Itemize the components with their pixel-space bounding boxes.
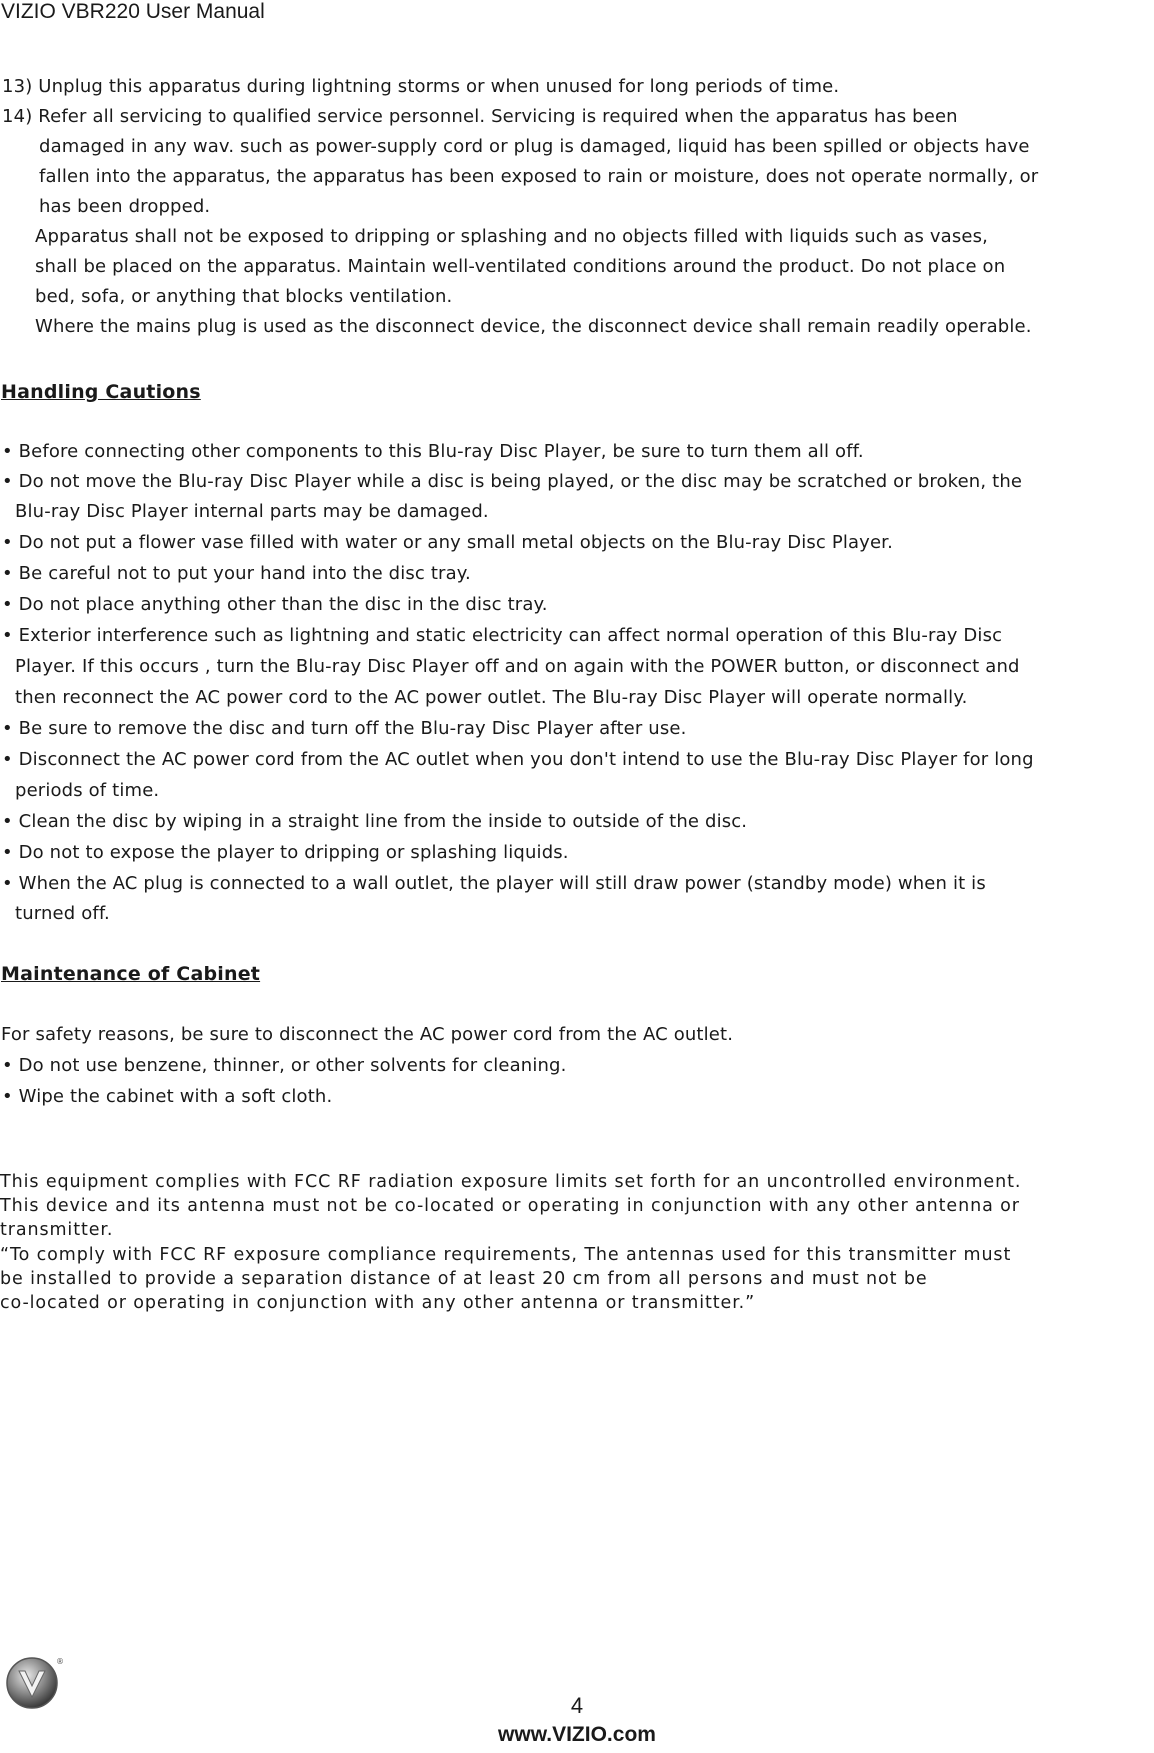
svg-text:®: ® — [56, 1657, 64, 1666]
safety-line: shall be placed on the apparatus. Maintain well-ventilated conditions around the product. Do not place on — [35, 256, 1006, 277]
fcc-line: co-located or operating in conjunction with any other antenna or transmitter.” — [0, 1293, 756, 1313]
list-item: • Do not move the Blu-ray Disc Player while a disc is being played, or the disc may be scratched or broken, the — [2, 471, 1023, 492]
list-item: • Do not place anything other than the disc in the disc tray. — [2, 594, 548, 615]
safety-line: damaged in any wav. such as power-supply cord or plug is damaged, liquid has been spilled or objects have — [39, 136, 1030, 157]
list-item: • Disconnect the AC power cord from the AC outlet when you don't intend to use the Blu-ray Disc Player for long — [2, 749, 1034, 770]
safety-line: 13) Unplug this apparatus during lightning storms or when unused for long periods of time. — [2, 76, 840, 97]
fcc-line: “To comply with FCC RF exposure compliance requirements, The antennas used for this transmitter must — [0, 1245, 1012, 1265]
website-link[interactable]: www.VIZIO.com — [498, 1723, 656, 1746]
list-item: • Exterior interference such as lightning and static electricity can affect normal operation of this Blu-ray Disc — [2, 625, 1003, 646]
list-item: • When the AC plug is connected to a wall outlet, the player will still draw power (standby mode) when it is — [2, 873, 986, 894]
fcc-line: be installed to provide a separation distance of at least 20 cm from all persons and must not be — [0, 1269, 928, 1289]
list-item: • Do not put a flower vase filled with water or any small metal objects on the Blu-ray Disc Player. — [2, 532, 893, 553]
section-heading: Handling Cautions — [1, 381, 201, 403]
list-item: • Before connecting other components to this Blu-ray Disc Player, be sure to turn them all off. — [2, 441, 864, 462]
fcc-line: This equipment complies with FCC RF radiation exposure limits set forth for an uncontrolled environment. — [0, 1172, 1022, 1192]
list-item: • Do not to expose the player to dripping or splashing liquids. — [2, 842, 569, 863]
safety-line: Where the mains plug is used as the disconnect device, the disconnect device shall remain readily operable. — [35, 316, 1032, 337]
paragraph: For safety reasons, be sure to disconnect the AC power cord from the AC outlet. — [1, 1024, 734, 1045]
list-item-continuation: Blu-ray Disc Player internal parts may be damaged. — [15, 501, 489, 522]
list-item-continuation: turned off. — [15, 903, 110, 924]
list-item: • Be sure to remove the disc and turn off the Blu-ray Disc Player after use. — [2, 718, 687, 739]
list-item: • Be careful not to put your hand into the disc tray. — [2, 563, 471, 584]
list-item-continuation: Player. If this occurs , turn the Blu-ray Disc Player off and on again with the POWER button, or disconnect and — [15, 656, 1020, 677]
list-item: • Clean the disc by wiping in a straight line from the inside to outside of the disc. — [2, 811, 748, 832]
page-number: 4 — [570, 1693, 584, 1718]
list-item: • Do not use benzene, thinner, or other solvents for cleaning. — [2, 1055, 567, 1076]
safety-line: 14) Refer all servicing to qualified service personnel. Servicing is required when the apparatus has been — [2, 106, 958, 127]
list-item-continuation: then reconnect the AC power cord to the AC power outlet. The Blu-ray Disc Player will operate normally. — [15, 687, 968, 708]
safety-line: fallen into the apparatus, the apparatus has been exposed to rain or moisture, does not operate normally, or — [39, 166, 1039, 187]
section-heading: Maintenance of Cabinet — [1, 963, 261, 985]
fcc-line: This device and its antenna must not be co-located or operating in conjunction with any other antenna or — [0, 1196, 1020, 1216]
fcc-line: transmitter. — [0, 1220, 114, 1240]
manual-title: VIZIO VBR220 User Manual — [1, 0, 265, 23]
list-item-continuation: periods of time. — [15, 780, 160, 801]
safety-line: Apparatus shall not be exposed to dripping or splashing and no objects filled with liquids such as vases, — [35, 226, 988, 247]
safety-line: has been dropped. — [39, 196, 211, 217]
safety-line: bed, sofa, or anything that blocks ventilation. — [35, 286, 453, 307]
list-item: • Wipe the cabinet with a soft cloth. — [2, 1086, 333, 1107]
